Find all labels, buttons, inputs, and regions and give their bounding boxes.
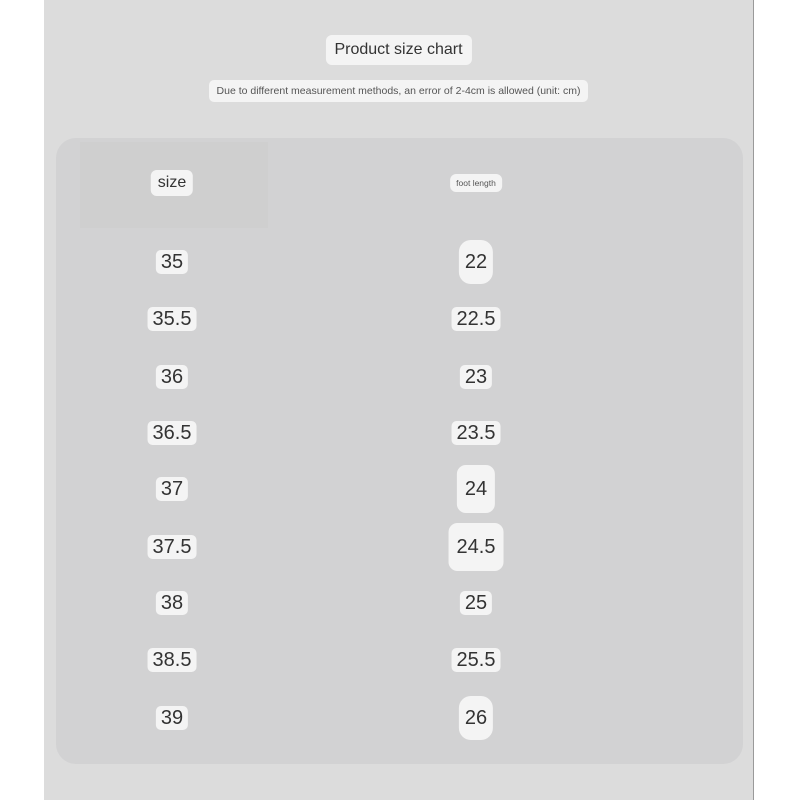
column-header-foot-length: foot length [450, 174, 502, 192]
table-cell-foot-length: 26 [459, 696, 493, 740]
size-chart-canvas [44, 0, 754, 800]
table-cell-size: 36.5 [148, 421, 197, 445]
column-header-size: size [151, 170, 193, 196]
table-cell-size: 37.5 [148, 535, 197, 559]
table-cell-foot-length: 23 [460, 365, 492, 389]
table-cell-size: 38 [156, 591, 188, 615]
table-cell-size: 38.5 [148, 648, 197, 672]
table-cell-foot-length: 24.5 [449, 523, 504, 571]
table-cell-size: 37 [156, 477, 188, 501]
measurement-note: Due to different measurement methods, an error of 2-4cm is allowed (unit: cm) [209, 80, 589, 102]
table-cell-foot-length: 22.5 [452, 307, 501, 331]
table-cell-size: 35 [156, 250, 188, 274]
table-cell-foot-length: 24 [457, 465, 495, 513]
table-cell-size: 36 [156, 365, 188, 389]
size-table [56, 138, 743, 764]
table-cell-foot-length: 23.5 [452, 421, 501, 445]
table-cell-foot-length: 25 [460, 591, 492, 615]
table-cell-size: 39 [156, 706, 188, 730]
table-cell-size: 35.5 [148, 307, 197, 331]
table-cell-foot-length: 25.5 [452, 648, 501, 672]
page-title: Product size chart [325, 35, 471, 65]
table-cell-foot-length: 22 [459, 240, 493, 284]
